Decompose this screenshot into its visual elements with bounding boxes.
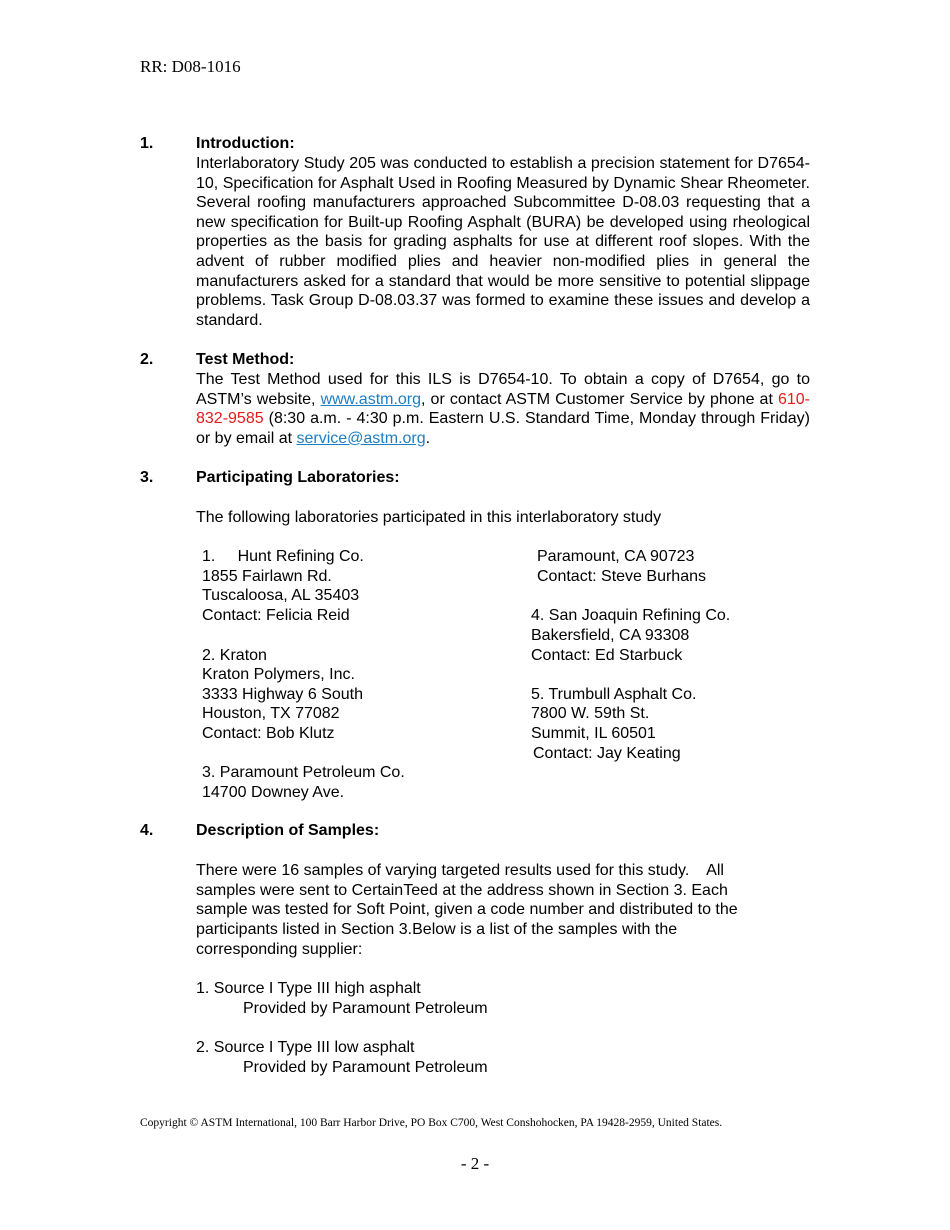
lab-1-name: 1. Hunt Refining Co. bbox=[202, 548, 364, 565]
lab-3-name: 3. Paramount Petroleum Co. bbox=[202, 764, 405, 781]
section-2-number: 2. bbox=[140, 351, 154, 368]
test-method-text-1: The Test Method used for this ILS is D7654-10. To obtain a copy of D7654, go to ASTM’s website, bbox=[196, 371, 810, 408]
samples-para-line-5: corresponding supplier: bbox=[196, 941, 363, 958]
section-1-body: Interlaboratory Study 205 was conducted to establish a precision statement for D7654-10, Specification for Asphalt Used in Roofing Measured by Dynamic Shear Rheometer. Several roofing manufacturers approached Subcommittee D-08.03 requesting that a new specification for Built-up Roofing Asphalt (BURA) be developed using rheological properties as the basis for grading asphalts for use at different roof slopes. With the advent of rubber modified plies and heavier non-modified plies in general the manufacturers asked for a standard that would be more sensitive to potential slippage problems. Task Group D-08.03.37 was formed to examine these issues and develop a standard. bbox=[196, 155, 810, 329]
section-1-number: 1. bbox=[140, 135, 154, 152]
lab-1-city: Tuscaloosa, AL 35403 bbox=[202, 587, 360, 604]
lab-5-contact: Contact: Jay Keating bbox=[533, 745, 681, 762]
samples-para-line-1: There were 16 samples of varying targeted results used for this study. All bbox=[196, 862, 724, 879]
lab-1-address: 1855 Fairlawn Rd. bbox=[202, 568, 332, 585]
samples-para-line-4: participants listed in Section 3.Below is a list of the samples with the bbox=[196, 921, 678, 938]
section-4-title: Description of Samples: bbox=[196, 822, 380, 839]
copyright-footer: Copyright © ASTM International, 100 Barr Harbor Drive, PO Box C700, West Conshohocken, PA 19428-2959, United States. bbox=[140, 1117, 723, 1129]
lab-2-contact: Contact: Bob Klutz bbox=[202, 725, 335, 742]
section-2-title: Test Method: bbox=[196, 351, 295, 368]
report-id-header: RR: D08-1016 bbox=[140, 57, 241, 76]
lab-3-contact: Contact: Steve Burhans bbox=[537, 568, 706, 585]
lab-2-name: 2. Kraton bbox=[202, 647, 267, 664]
section-3-title: Participating Laboratories: bbox=[196, 469, 400, 486]
lab-3-city: Paramount, CA 90723 bbox=[537, 548, 695, 565]
sample-1-provider: Provided by Paramount Petroleum bbox=[243, 1000, 488, 1017]
page-number: - 2 - bbox=[460, 1154, 490, 1173]
test-method-text-3: (8:30 a.m. - 4:30 p.m. Eastern U.S. Standard Time, Monday through Friday) or by email at bbox=[196, 410, 810, 447]
lab-2-address: 3333 Highway 6 South bbox=[202, 686, 363, 703]
section-2-body bbox=[196, 370, 810, 448]
section-3-number: 3. bbox=[140, 469, 154, 486]
sample-1-title: 1. Source I Type III high asphalt bbox=[196, 980, 421, 997]
astm-website-link[interactable]: www.astm.org bbox=[320, 390, 422, 408]
lab-4-city: Bakersfield, CA 93308 bbox=[531, 627, 690, 644]
customer-service-phone: 610-832-9585 bbox=[196, 390, 811, 428]
lab-5-name: 5. Trumbull Asphalt Co. bbox=[531, 686, 697, 703]
section-1-title: Introduction: bbox=[196, 135, 295, 152]
sample-2-title: 2. Source I Type III low asphalt bbox=[196, 1039, 415, 1056]
lab-2-company: Kraton Polymers, Inc. bbox=[202, 666, 355, 683]
lab-3-address: 14700 Downey Ave. bbox=[202, 784, 345, 801]
samples-para-line-2: samples were sent to CertainTeed at the address shown in Section 3. Each bbox=[196, 882, 728, 899]
test-method-text-4: . bbox=[425, 429, 431, 447]
sample-2-provider: Provided by Paramount Petroleum bbox=[243, 1059, 488, 1076]
section-4-number: 4. bbox=[140, 822, 154, 839]
lab-5-city: Summit, IL 60501 bbox=[531, 725, 656, 742]
test-method-text-2: , or contact ASTM Customer Service by phone at bbox=[421, 390, 778, 408]
lab-2-city: Houston, TX 77082 bbox=[202, 705, 340, 722]
service-email-link[interactable]: service@astm.org bbox=[296, 429, 426, 447]
labs-intro: The following laboratories participated in this interlaboratory study bbox=[196, 509, 662, 526]
samples-para-line-3: sample was tested for Soft Point, given a code number and distributed to the bbox=[196, 901, 738, 918]
lab-1-contact: Contact: Felicia Reid bbox=[202, 607, 350, 624]
lab-4-contact: Contact: Ed Starbuck bbox=[531, 647, 683, 664]
lab-4-name: 4. San Joaquin Refining Co. bbox=[531, 607, 731, 624]
lab-5-address: 7800 W. 59th St. bbox=[531, 705, 650, 722]
